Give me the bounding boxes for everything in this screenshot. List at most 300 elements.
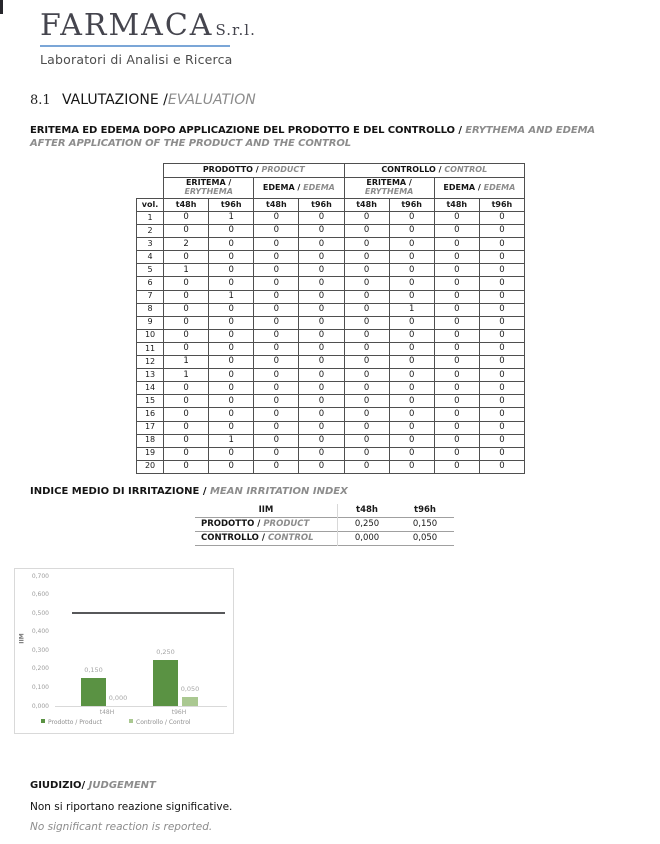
volunteer-row	[137, 264, 525, 277]
volunteer-row	[137, 382, 525, 395]
score-cell: 0	[299, 212, 344, 225]
score-cell: 1	[209, 212, 254, 225]
score-cell: 0	[389, 356, 434, 369]
iim-section-heading	[30, 486, 348, 497]
volunteer-number: 5	[137, 264, 164, 277]
score-cell: 0	[299, 395, 344, 408]
score-cell: 0	[344, 395, 389, 408]
score-cell: 0	[344, 277, 389, 290]
score-cell: 0	[344, 447, 389, 460]
y-axis-tick-label: 0,200	[31, 665, 49, 673]
subheader-en: EDEMA	[303, 182, 335, 192]
score-cell: 0	[479, 342, 524, 355]
score-cell: 0	[164, 382, 209, 395]
score-cell: 0	[479, 460, 524, 473]
iim-bar-chart	[14, 568, 234, 734]
score-cell: 0	[209, 356, 254, 369]
score-cell: 0	[344, 408, 389, 421]
score-cell: 0	[254, 342, 299, 355]
score-cell: 0	[299, 369, 344, 382]
score-cell: 0	[479, 264, 524, 277]
score-cell: 0	[389, 421, 434, 434]
score-cell: 0	[479, 421, 524, 434]
volunteer-row	[137, 251, 525, 264]
judgement-heading	[30, 780, 156, 791]
iim-header-row	[195, 504, 454, 518]
table-subtitle	[30, 124, 630, 150]
threshold-line	[72, 612, 225, 614]
score-cell: 0	[164, 316, 209, 329]
score-cell: 0	[254, 421, 299, 434]
volunteer-column-header: vol.	[137, 199, 164, 212]
iim-value: 0,250	[354, 519, 380, 529]
subheader-it: EDEMA /	[262, 182, 304, 192]
volunteer-number: 8	[137, 303, 164, 316]
volunteer-number: 9	[137, 316, 164, 329]
y-axis-tick-label: 0,100	[31, 683, 49, 691]
score-cell: 0	[209, 238, 254, 251]
score-cell: 0	[434, 434, 479, 447]
volunteer-row	[137, 212, 525, 225]
score-cell: 0	[434, 342, 479, 355]
volunteer-row	[137, 447, 525, 460]
score-cell: 1	[209, 290, 254, 303]
score-cell: 0	[344, 329, 389, 342]
iim-heading-english: MEAN IRRITATION INDEX	[209, 486, 348, 497]
group-product-it: PRODOTTO /	[202, 165, 262, 175]
score-cell: 0	[299, 277, 344, 290]
section-title-english: EVALUATION	[167, 92, 256, 108]
score-cell: 0	[209, 342, 254, 355]
judgement-heading-english: JUDGEMENT	[85, 780, 156, 791]
score-cell: 0	[164, 434, 209, 447]
score-cell: 0	[389, 447, 434, 460]
score-cell: 0	[344, 316, 389, 329]
score-cell: 0	[299, 303, 344, 316]
subheader-edema-product	[254, 178, 344, 199]
score-cell: 0	[299, 421, 344, 434]
volunteer-row	[137, 238, 525, 251]
section-title-italian: VALUTAZIONE /	[62, 92, 168, 108]
score-cell: 0	[299, 382, 344, 395]
volunteer-number: 3	[137, 238, 164, 251]
logo-divider-rule	[40, 45, 230, 47]
logo-brand-line	[40, 8, 270, 43]
score-cell: 0	[344, 342, 389, 355]
score-cell: 0	[209, 303, 254, 316]
score-cell: 0	[164, 290, 209, 303]
scan-artifact-mark	[0, 0, 3, 14]
volunteer-number: 18	[137, 434, 164, 447]
score-cell: 0	[434, 421, 479, 434]
y-axis-tick-label: 0,000	[31, 702, 49, 710]
score-cell: 0	[389, 290, 434, 303]
volunteer-number: 1	[137, 212, 164, 225]
subheader-erythema-control	[344, 178, 434, 199]
score-cell: 0	[344, 238, 389, 251]
subheader-edema-control	[434, 178, 524, 199]
iim-label-it: PRODOTTO /	[201, 519, 264, 529]
time-header: t48h	[254, 199, 299, 212]
score-cell: 0	[389, 369, 434, 382]
score-cell: 0	[479, 225, 524, 238]
score-cell: 0	[389, 329, 434, 342]
score-cell: 0	[299, 290, 344, 303]
score-cell: 0	[299, 460, 344, 473]
score-cell: 0	[164, 460, 209, 473]
score-cell: 0	[434, 316, 479, 329]
score-cell: 0	[209, 264, 254, 277]
y-axis-tick-label: 0,700	[31, 572, 49, 580]
time-header: t48h	[344, 199, 389, 212]
score-cell: 0	[434, 225, 479, 238]
iim-label-en: CONTROL	[267, 533, 314, 543]
time-header: t96h	[389, 199, 434, 212]
group-header-product	[164, 164, 344, 178]
score-cell: 0	[479, 277, 524, 290]
score-cell: 0	[209, 329, 254, 342]
score-cell: 0	[164, 277, 209, 290]
score-cell: 0	[479, 329, 524, 342]
legend-entry	[41, 719, 102, 726]
bar-value-label: 0,250	[156, 647, 175, 656]
score-cell: 1	[164, 369, 209, 382]
score-cell: 0	[254, 316, 299, 329]
logo-brand-suffix: S.r.l.	[215, 21, 256, 39]
score-cell: 0	[434, 369, 479, 382]
legend-swatch	[41, 719, 45, 723]
score-cell: 0	[299, 329, 344, 342]
score-cell: 0	[209, 225, 254, 238]
group-header-row	[137, 164, 525, 178]
score-cell: 0	[344, 421, 389, 434]
section-heading	[30, 92, 256, 108]
volunteer-number: 10	[137, 329, 164, 342]
group-control-en: CONTROL	[444, 165, 488, 175]
score-cell: 0	[434, 382, 479, 395]
volunteer-number: 19	[137, 447, 164, 460]
score-cell: 0	[479, 251, 524, 264]
score-cell: 0	[254, 395, 299, 408]
score-cell: 0	[479, 303, 524, 316]
score-cell: 1	[164, 356, 209, 369]
iim-summary-table	[195, 504, 454, 546]
volunteer-number: 15	[137, 395, 164, 408]
score-cell: 0	[299, 238, 344, 251]
time-header: t96h	[479, 199, 524, 212]
score-cell: 0	[344, 225, 389, 238]
y-axis-title: IIM	[18, 633, 26, 644]
volunteer-number: 11	[137, 342, 164, 355]
time-header: t48h	[164, 199, 209, 212]
volunteer-row	[137, 329, 525, 342]
score-cell: 0	[389, 408, 434, 421]
x-axis-category-label: t96H	[171, 709, 187, 716]
iim-value: 0,050	[412, 533, 438, 543]
score-cell: 0	[299, 447, 344, 460]
score-cell: 1	[389, 303, 434, 316]
company-logo	[40, 8, 270, 67]
score-cell: 0	[434, 329, 479, 342]
erythema-edema-table-wrap	[136, 163, 525, 474]
logo-brand-name: FARMACA	[40, 8, 214, 43]
iim-label-en: PRODUCT	[263, 519, 310, 529]
legend-label: Prodotto / Product	[48, 719, 102, 726]
section-number: 8.1	[30, 93, 51, 108]
score-cell: 0	[344, 382, 389, 395]
score-cell: 0	[434, 264, 479, 277]
y-axis-tick-label: 0,500	[31, 609, 49, 617]
score-cell: 0	[389, 264, 434, 277]
score-cell: 0	[254, 356, 299, 369]
score-cell: 0	[164, 303, 209, 316]
y-axis-tick-label: 0,300	[31, 646, 49, 654]
legend-swatch	[129, 719, 133, 723]
score-cell: 0	[164, 421, 209, 434]
score-cell: 0	[254, 447, 299, 460]
score-cell: 0	[434, 303, 479, 316]
score-cell: 0	[344, 212, 389, 225]
score-cell: 0	[209, 421, 254, 434]
score-cell: 0	[389, 316, 434, 329]
subheader-it: ERITEMA /	[185, 178, 232, 188]
score-cell: 0	[344, 434, 389, 447]
score-cell: 0	[299, 408, 344, 421]
iim-row-control	[195, 532, 454, 546]
score-cell: 0	[299, 225, 344, 238]
score-cell: 0	[164, 212, 209, 225]
volunteer-number: 17	[137, 421, 164, 434]
y-axis-tick-label: 0,600	[31, 591, 49, 599]
score-cell: 0	[254, 434, 299, 447]
score-cell: 0	[434, 212, 479, 225]
subtitle-english: ERYTHEMA AND EDEMA AFTER APPLICATION OF THE PRODUCT AND THE CONTROL	[30, 125, 596, 149]
volunteer-row	[137, 303, 525, 316]
score-cell: 0	[434, 238, 479, 251]
score-cell: 0	[299, 264, 344, 277]
chart-bar	[153, 660, 178, 706]
score-cell: 0	[389, 251, 434, 264]
score-cell: 0	[389, 342, 434, 355]
volunteer-row	[137, 421, 525, 434]
score-cell: 0	[479, 238, 524, 251]
score-cell: 0	[434, 408, 479, 421]
score-cell: 0	[479, 290, 524, 303]
score-cell: 0	[434, 251, 479, 264]
score-cell: 0	[479, 369, 524, 382]
score-cell: 0	[209, 251, 254, 264]
score-cell: 2	[164, 238, 209, 251]
iim-header-t96h: t96h	[414, 505, 436, 515]
legend-label: Controllo / Control	[136, 719, 191, 726]
subheader-en: EDEMA	[483, 182, 516, 192]
score-cell: 0	[254, 303, 299, 316]
score-cell: 0	[479, 356, 524, 369]
score-cell: 0	[254, 369, 299, 382]
score-cell: 0	[434, 290, 479, 303]
score-cell: 0	[344, 251, 389, 264]
subheader-en: ERYTHEMA	[364, 187, 414, 196]
score-cell: 0	[164, 408, 209, 421]
score-cell: 0	[209, 277, 254, 290]
score-cell: 0	[209, 447, 254, 460]
volunteer-row	[137, 460, 525, 473]
score-cell: 0	[254, 264, 299, 277]
score-cell: 0	[389, 460, 434, 473]
score-cell: 0	[389, 395, 434, 408]
volunteer-row	[137, 316, 525, 329]
bar-value-label: 0,050	[180, 684, 200, 693]
corner-cell	[137, 164, 164, 178]
time-header: t96h	[209, 199, 254, 212]
volunteer-row	[137, 395, 525, 408]
score-cell: 0	[254, 460, 299, 473]
volunteer-row	[137, 290, 525, 303]
score-cell: 0	[209, 460, 254, 473]
group-control-it: CONTROLLO /	[381, 165, 445, 175]
score-cell: 0	[479, 408, 524, 421]
score-cell: 0	[164, 251, 209, 264]
score-cell: 0	[389, 238, 434, 251]
volunteer-row	[137, 342, 525, 355]
score-cell: 0	[434, 460, 479, 473]
score-cell: 0	[479, 382, 524, 395]
volunteer-number: 6	[137, 277, 164, 290]
subheader-it: EDEMA /	[443, 182, 484, 192]
score-cell: 0	[209, 382, 254, 395]
subheader-erythema-product	[164, 178, 254, 199]
score-cell: 0	[299, 434, 344, 447]
score-cell: 0	[209, 369, 254, 382]
corner-cell	[137, 178, 164, 199]
time-header-row	[137, 199, 525, 212]
group-product-en: PRODUCT	[261, 165, 305, 175]
score-cell: 0	[254, 408, 299, 421]
iim-value: 0,000	[354, 533, 380, 543]
iim-row-label	[195, 532, 338, 546]
score-cell: 0	[434, 447, 479, 460]
subheader-en: ERYTHEMA	[184, 187, 233, 196]
subgroup-header-row	[137, 178, 525, 199]
iim-table-wrap	[195, 504, 454, 546]
score-cell: 0	[254, 277, 299, 290]
volunteer-number: 4	[137, 251, 164, 264]
volunteer-row	[137, 369, 525, 382]
volunteer-row	[137, 277, 525, 290]
score-cell: 0	[299, 251, 344, 264]
score-cell: 0	[254, 382, 299, 395]
score-cell: 0	[479, 447, 524, 460]
score-cell: 0	[254, 251, 299, 264]
subtitle-italian: ERITEMA ED EDEMA DOPO APPLICAZIONE DEL PRODOTTO E DEL CONTROLLO /	[30, 125, 466, 136]
score-cell: 0	[299, 316, 344, 329]
volunteer-number: 7	[137, 290, 164, 303]
volunteer-number: 2	[137, 225, 164, 238]
score-cell: 0	[344, 369, 389, 382]
score-cell: 0	[479, 212, 524, 225]
volunteer-row	[137, 356, 525, 369]
y-axis-tick-label: 0,400	[31, 628, 49, 636]
chart-bar	[182, 697, 198, 706]
bar-value-label: 0,150	[84, 666, 103, 675]
score-cell: 0	[299, 342, 344, 355]
volunteer-number: 14	[137, 382, 164, 395]
score-cell: 0	[344, 290, 389, 303]
score-cell: 0	[209, 408, 254, 421]
volunteer-number: 13	[137, 369, 164, 382]
judgement-heading-italian: GIUDIZIO/	[30, 780, 86, 791]
score-cell: 0	[254, 212, 299, 225]
iim-header-t48h: t48h	[356, 505, 378, 515]
iim-row-label	[195, 518, 338, 532]
iim-header: IIM	[195, 504, 338, 518]
volunteer-table-body	[137, 212, 525, 474]
score-cell: 0	[389, 212, 434, 225]
score-cell: 0	[164, 342, 209, 355]
iim-row-product	[195, 518, 454, 532]
score-cell: 0	[164, 329, 209, 342]
score-cell: 0	[434, 356, 479, 369]
x-axis-line	[55, 706, 227, 707]
judgement-text-italian: Non si riportano reazione significative.	[30, 801, 233, 813]
volunteer-number: 20	[137, 460, 164, 473]
volunteer-number: 16	[137, 408, 164, 421]
iim-value: 0,150	[412, 519, 438, 529]
score-cell: 0	[164, 225, 209, 238]
bar-value-label: 0,000	[108, 694, 128, 702]
score-cell: 0	[344, 460, 389, 473]
score-cell: 0	[344, 264, 389, 277]
score-cell: 0	[254, 225, 299, 238]
score-cell: 0	[209, 395, 254, 408]
iim-heading-italian: INDICE MEDIO DI IRRITAZIONE /	[30, 486, 210, 497]
x-axis-category-label: t48H	[99, 709, 115, 716]
logo-tagline: Laboratori di Analisi e Ricerca	[40, 52, 233, 67]
score-cell: 1	[209, 434, 254, 447]
score-cell: 0	[254, 238, 299, 251]
score-cell: 0	[389, 277, 434, 290]
time-header: t48h	[434, 199, 479, 212]
score-cell: 1	[164, 264, 209, 277]
score-cell: 0	[479, 395, 524, 408]
score-cell: 0	[389, 434, 434, 447]
score-cell: 0	[344, 303, 389, 316]
judgement-text-english: No significant reaction is reported.	[30, 821, 213, 833]
score-cell: 0	[344, 356, 389, 369]
group-header-control	[344, 164, 524, 178]
iim-label-it: CONTROLLO /	[201, 533, 268, 543]
time-header: t96h	[299, 199, 344, 212]
score-cell: 0	[209, 316, 254, 329]
score-cell: 0	[389, 225, 434, 238]
erythema-edema-table	[136, 163, 525, 474]
volunteer-row	[137, 225, 525, 238]
score-cell: 0	[299, 356, 344, 369]
score-cell: 0	[254, 290, 299, 303]
subheader-it: ERITEMA /	[366, 178, 412, 188]
score-cell: 0	[164, 447, 209, 460]
volunteer-row	[137, 408, 525, 421]
score-cell: 0	[479, 316, 524, 329]
legend-entry	[129, 719, 191, 726]
volunteer-row	[137, 434, 525, 447]
score-cell: 0	[434, 395, 479, 408]
score-cell: 0	[479, 434, 524, 447]
score-cell: 0	[389, 382, 434, 395]
score-cell: 0	[164, 395, 209, 408]
score-cell: 0	[254, 329, 299, 342]
score-cell: 0	[434, 277, 479, 290]
